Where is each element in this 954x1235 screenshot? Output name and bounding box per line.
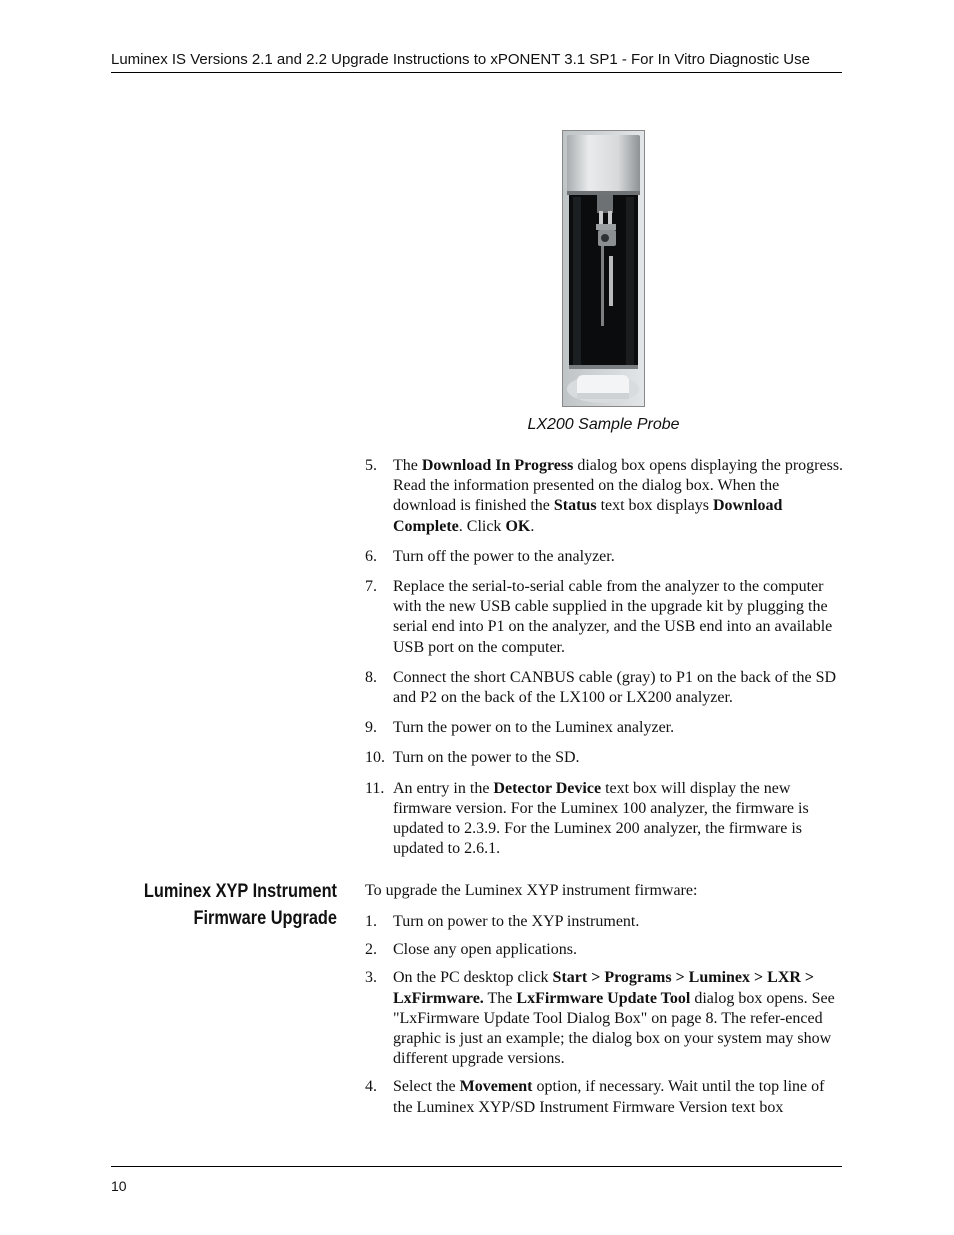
text-run: . (530, 517, 535, 535)
lx200-sample-probe-photo (562, 130, 645, 407)
procedure-list-continued (365, 456, 845, 859)
probe-illustration (563, 131, 644, 406)
list-item-text (393, 547, 845, 567)
text-run: Turn on power to the XYP instrument. (393, 913, 640, 930)
section-intro: To upgrade the Luminex XYP instrument firmware: (365, 882, 698, 899)
list-item-number: 11. (365, 779, 385, 797)
emphasized-term: Download In Progress (421, 457, 574, 474)
emphasized-term: Download Complete (393, 497, 783, 535)
list-item-number: 5. (365, 457, 377, 474)
text-run: . Click (458, 517, 506, 535)
list-item-number: 2. (365, 941, 377, 959)
list-item-text (393, 577, 845, 658)
xyp-upgrade-steps (365, 912, 845, 1118)
text-run: An entry in the (393, 779, 494, 797)
emphasized-term: Status (553, 497, 597, 515)
section-heading-line-2: Firmware Upgrade (193, 908, 337, 929)
list-item-number: 7. (365, 578, 377, 596)
emphasized-term: Movement (459, 1078, 533, 1096)
list-item (365, 718, 845, 738)
list-item (365, 779, 845, 860)
emphasized-term: Start > Programs > Luminex > LXR > LxFirmware. (393, 969, 815, 1007)
list-item-text (393, 968, 845, 1069)
list-item-number: 4. (365, 1078, 377, 1096)
text-run: Turn on the power to the SD. (393, 749, 580, 767)
emphasized-term: LxFirmware Update Tool (516, 989, 691, 1007)
list-item-text (393, 1077, 845, 1117)
emphasized-term: Detector Device (493, 779, 602, 797)
text-run: Close any open applications. (393, 941, 577, 959)
text-run: option, if necessary. Wait until the top line of the Luminex XYP/SD Instrument Firmware Version text box (393, 1078, 825, 1116)
list-item (365, 668, 845, 708)
text-run: The (393, 457, 422, 474)
list-item (365, 748, 845, 768)
text-run: dialog box opens displaying the progress. Read the information presented on the dialog box. When the download is finished the (393, 457, 844, 515)
text-run: Turn off the power to the analyzer. (393, 547, 615, 565)
footer-rule (111, 1166, 842, 1167)
figure-caption: LX200 Sample Probe (527, 416, 680, 433)
list-item-number: 8. (365, 668, 377, 686)
list-item (365, 968, 845, 1069)
list-item-text (393, 748, 845, 768)
list-item-number: 3. (365, 969, 377, 987)
list-item-number: 10. (365, 749, 385, 767)
list-item-text (393, 940, 845, 960)
list-item-text (393, 456, 845, 537)
list-item (365, 940, 845, 960)
running-header: Luminex IS Versions 2.1 and 2.2 Upgrade Instructions to xPONENT 3.1 SP1 - For In Vitro Diagnostic Use (111, 51, 810, 68)
text-run: Connect the short CANBUS cable (gray) to P1 on the back of the SD and P2 on the back of the LX100 or LX200 analyzer. (393, 668, 837, 707)
list-item-text (393, 912, 845, 932)
list-item (365, 456, 845, 537)
list-item-text (393, 668, 845, 708)
list-item (365, 547, 845, 567)
text-run: dialog box opens. See "LxFirmware Update Tool Dialog Box" on page 8. The refer-enced graphic is just an example; the dialog box on your system may show different upgrade versions. (393, 989, 835, 1068)
text-run: text box displays (596, 497, 713, 515)
text-run: Turn the power on to the Luminex analyzer. (393, 719, 675, 737)
page-number: 10 (111, 1178, 127, 1194)
text-run: On the PC desktop click (393, 969, 553, 987)
list-item-text (393, 779, 845, 860)
emphasized-term: OK (505, 517, 531, 535)
list-item (365, 1077, 845, 1117)
list-item-text (393, 718, 845, 738)
list-item-number: 9. (365, 719, 377, 737)
list-item-number: 1. (365, 913, 377, 930)
header-rule (111, 72, 842, 73)
text-run: Select the (393, 1078, 460, 1096)
list-item (365, 912, 845, 932)
list-item (365, 577, 845, 658)
section-heading-line-1: Luminex XYP Instrument (143, 881, 337, 902)
text-run: text box will display the new firmware version. For the Luminex 100 analyzer, the firmware is updated to 2.3.9. For the Luminex 200 analyzer, the firmware is updated to 2.6.1. (393, 779, 809, 858)
section-heading (133, 878, 337, 932)
text-run: The (483, 989, 517, 1007)
text-run: Replace the serial-to-serial cable from the analyzer to the computer with the new USB cable supplied in the upgrade kit by plugging the serial end into P1 on the analyzer, and the USB end into an available USB port on the computer. (393, 578, 833, 656)
list-item-number: 6. (365, 547, 377, 565)
